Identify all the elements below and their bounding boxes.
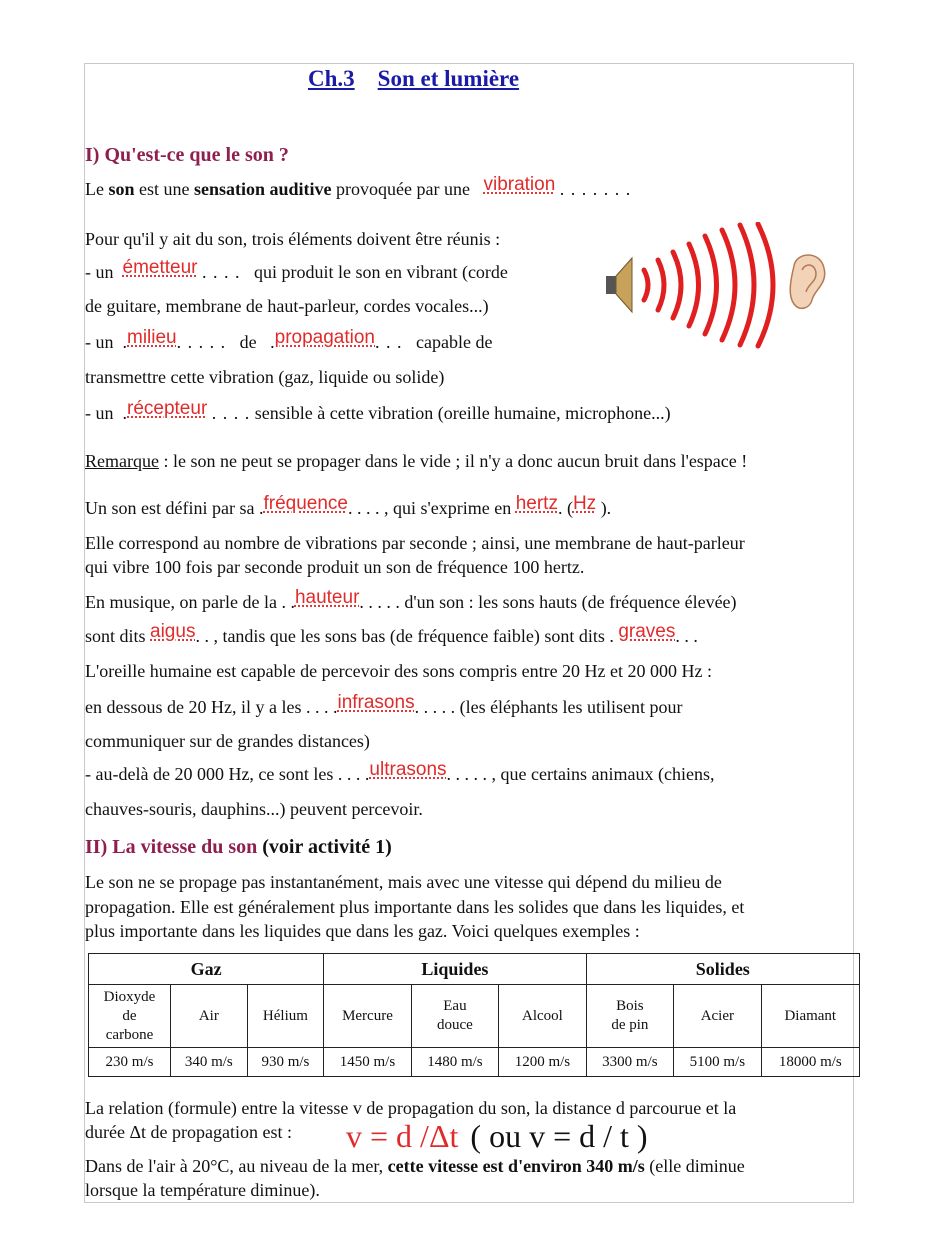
answer-hauteur: hauteur: [294, 587, 360, 608]
section-2-heading: II) La vitesse du son: [85, 836, 258, 858]
material-name: Bois de pin: [586, 985, 673, 1048]
table-speed-row: [89, 1048, 860, 1077]
speed-paragraph-1: Le son ne se propage pas instantanément, mais avec une vitesse qui dépend du milieu de: [85, 872, 722, 892]
speed-value: 3300 m/s: [586, 1048, 673, 1077]
answer-propagation: propagation: [274, 327, 375, 348]
formula-line: [346, 1118, 648, 1155]
medium-examples: transmettre cette vibration (gaz, liquide ou solide): [85, 367, 445, 387]
speed-paragraph-3: plus importante dans les liquides que dans les gaz. Voici quelques exemples :: [85, 921, 640, 941]
definition-line: Le son est une sensation auditive provoquée par une vibration . . . . . . .: [85, 174, 632, 199]
emitter-examples: de guitare, membrane de haut-parleur, cordes vocales...): [85, 296, 489, 316]
receiver-line: - un .récepteur . . . . sensible à cette vibration (oreille humaine, microphone...): [85, 398, 671, 423]
ultrasound-line: - au-delà de 20 000 Hz, ce sont les . . . .ultrasons. . . . . , que certains animaux (chiens,: [85, 759, 715, 784]
frequency-explanation-1: Elle correspond au nombre de vibrations par seconde ; ainsi, une membrane de haut-parleur: [85, 533, 745, 553]
answer-recepteur: récepteur: [127, 398, 208, 419]
material-name: Eau douce: [411, 985, 498, 1048]
ultrasound-line-2: chauves-souris, dauphins...) peuvent percevoir.: [85, 799, 423, 819]
material-name: Hélium: [247, 985, 324, 1048]
speed-value: 1200 m/s: [499, 1048, 586, 1077]
answer-vibration: vibration: [483, 174, 556, 195]
chapter-number: Ch.3: [308, 66, 355, 91]
frequency-line: Un son est défini par sa .fréquence. . . . , qui s'exprime en hertz. (Hz ).: [85, 493, 612, 518]
material-name: Acier: [674, 985, 761, 1048]
answer-frequence: fréquence: [263, 493, 348, 514]
remark-label: Remarque: [85, 451, 159, 471]
material-name: Mercure: [324, 985, 411, 1048]
answer-milieu: milieu: [127, 327, 177, 348]
ear-icon: [790, 255, 825, 308]
answer-emetteur: émetteur: [122, 257, 198, 278]
answer-ultrasons: ultrasons: [369, 759, 447, 780]
material-name: Dioxyde de carbone: [89, 985, 171, 1048]
material-name: Air: [171, 985, 248, 1048]
speed-value: 5100 m/s: [674, 1048, 761, 1077]
answer-aigus: aigus: [150, 621, 196, 642]
remark-line: Remarque : le son ne peut se propager dans le vide ; il n'y a donc aucun bruit dans l'espace !: [85, 451, 748, 471]
group-solides: Solides: [586, 954, 859, 985]
air-speed-line-2: lorsque la température diminue).: [85, 1180, 320, 1200]
answer-infrasons: infrasons: [337, 692, 415, 713]
chapter-subject: Son et lumière: [377, 66, 520, 91]
intro-line: Pour qu'il y ait du son, trois éléments doivent être réunis :: [85, 229, 501, 249]
speed-of-sound-table: [88, 953, 860, 1077]
table-group-row: [89, 954, 860, 985]
speaker-icon: [606, 258, 632, 312]
page-title: [308, 66, 519, 92]
pitch-line: En musique, on parle de la . .hauteur. . . . . d'un son : les sons hauts (de fréquence élevée): [85, 587, 737, 612]
table-material-row: [89, 985, 860, 1048]
emitter-line: - un émetteur . . . . qui produit le son en vibrant (corde: [85, 257, 508, 282]
sound-propagation-illustration: [600, 222, 835, 350]
relation-line-1: La relation (formule) entre la vitesse v de propagation du son, la distance d parcourue et la: [85, 1098, 737, 1118]
speed-value: 18000 m/s: [761, 1048, 859, 1077]
section-1-heading: I) Qu'est-ce que le son ?: [85, 144, 289, 166]
speed-value: 930 m/s: [247, 1048, 324, 1077]
answer-hertz: hertz: [515, 493, 558, 514]
answer-graves: graves: [618, 621, 676, 642]
material-name: Alcool: [499, 985, 586, 1048]
infrasound-line: en dessous de 20 Hz, il y a les . . . .infrasons. . . . . (les éléphants les utilisent pour: [85, 692, 683, 717]
medium-line: - un .milieu. . . . . de .propagation. . . capable de: [85, 327, 493, 352]
frequency-explanation-2: qui vibre 100 fois par seconde produit un son de fréquence 100 hertz.: [85, 557, 585, 577]
infrasound-line-2: communiquer sur de grandes distances): [85, 731, 370, 751]
speed-value: 230 m/s: [89, 1048, 171, 1077]
relation-line-2: durée Δt de propagation est :: [85, 1122, 293, 1142]
speed-formula: v = d /Δt: [346, 1118, 459, 1154]
material-name: Diamant: [761, 985, 859, 1048]
sound-wave-icon: [644, 224, 773, 346]
speed-value: 1480 m/s: [411, 1048, 498, 1077]
group-gaz: Gaz: [89, 954, 324, 985]
speed-paragraph-2: propagation. Elle est généralement plus importante dans les solides que dans les liquides, et: [85, 897, 745, 917]
speed-value: 340 m/s: [171, 1048, 248, 1077]
pitch-line-2: sont dits aigus. . , tandis que les sons bas (de fréquence faible) sont dits . graves. . .: [85, 621, 698, 646]
hearing-range-line: L'oreille humaine est capable de percevoir des sons compris entre 20 Hz et 20 000 Hz :: [85, 661, 713, 681]
answer-hz: Hz: [572, 493, 597, 514]
section-2-note: (voir activité 1): [257, 836, 392, 858]
air-speed-line: Dans de l'air à 20°C, au niveau de la mer, cette vitesse est d'environ 340 m/s (elle diminue: [85, 1156, 745, 1176]
group-liquides: Liquides: [324, 954, 586, 985]
section-2-heading-line: [85, 836, 392, 859]
speed-value: 1450 m/s: [324, 1048, 411, 1077]
speed-formula-alt: ( ou v = d / t ): [470, 1118, 648, 1154]
